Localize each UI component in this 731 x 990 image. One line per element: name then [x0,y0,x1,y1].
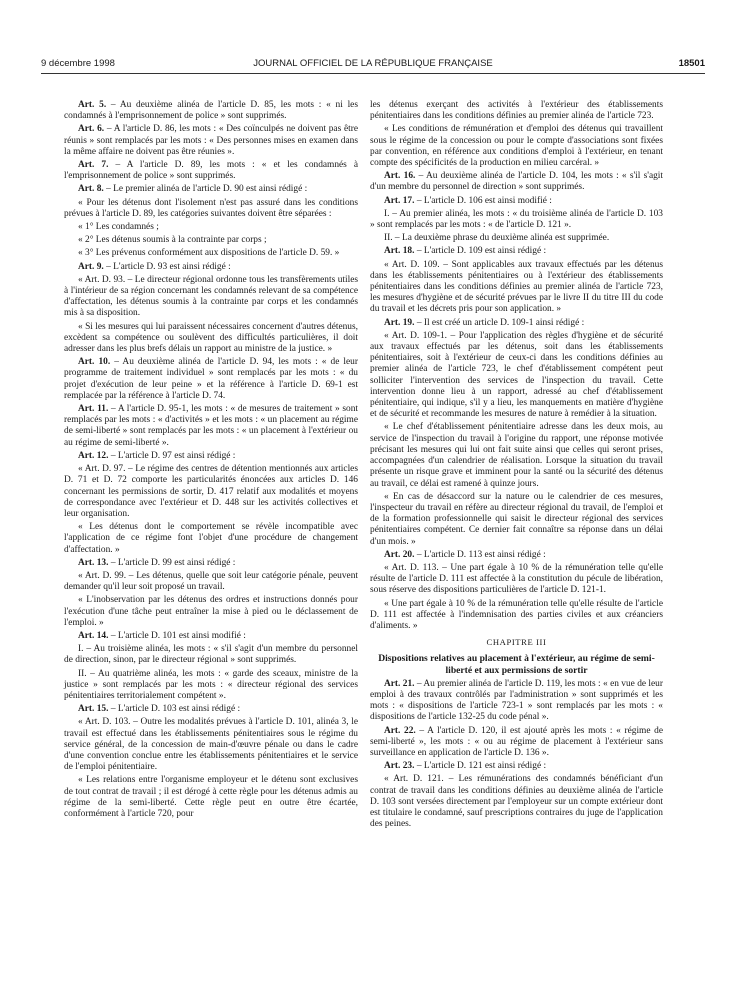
article-paragraph [370,318,663,329]
paragraph [370,124,663,169]
paragraph [64,717,358,773]
article-paragraph [64,558,358,569]
paragraph [370,100,663,122]
article-paragraph [64,631,358,642]
paragraph-text: – L'article D. 99 est ainsi rédigé : [108,557,236,568]
article-paragraph [370,761,663,772]
article-paragraph [370,246,663,257]
paragraph [370,260,663,316]
paragraph-text: « En cas de désaccord sur la nature ou le calendrier de ces mesures, l'inspecteur du travail en réfère au directeur régional du travail, de l'emploi et de la formation professionnelle qui saisit le directeur régional des services pénitentiaires compétent. Ce dernier fait connaître sa réponse dans un délai d'un mois. » [370,491,663,547]
paragraph [64,669,358,703]
paragraph-text: – L'article D. 113 est ainsi rédigé : [414,549,546,560]
paragraph-text: – Au deuxième alinéa de l'article D. 94, les mots : « de leur programme de traitement individuel » sont remplacés par les mots : « du projet d'exécution de leur peine » et la référence à l'article D. 69-1 est remplacée par la référence à l'article D. 74. [64,357,358,401]
left-column [64,100,358,822]
paragraph-text: – L'article D. 93 est ainsi rédigé : [103,261,231,272]
article-paragraph [370,679,663,724]
article-number: Art. 7. [78,160,109,171]
article-number: Art. 23. [384,761,415,772]
article-paragraph [64,357,358,402]
article-number: Art. 15. [78,704,109,715]
paragraph-text: – L'article D. 97 est ainsi rédigé : [108,450,236,461]
article-number: Art. 21. [384,678,415,689]
paragraph-text: « Les conditions de rémunération et d'emploi des détenus qui travaillent sous le régime de la concession ou pour le compte d'associations sont fixées par convention, en référence aux conditions d'emploi à l'extérieur, en tenant compte des spécificités de la production en milieu carcéral. » [370,124,663,169]
paragraph-text: « Art. D. 109. – Sont applicables aux travaux effectués par les détenus dans les établissements pénitentiaires ou à l'extérieur des établissements pénitentiaires dans les conditions définies au premier alinéa de l'article 723, les mesures d'hygiène et de sécurité prévues par le livre II du titre III du code du travail et les décrets pris pour son application. » [370,259,663,315]
header-rule [41,73,705,74]
article-number: Art. 12. [78,450,109,461]
paragraph [64,571,358,593]
paragraph-text: – Au premier alinéa de l'article D. 119, les mots : « en vue de leur emploi à des travaux contrôlés par l'administration » sont supprimés et les mots : « dispositions de l'article 723-1 » sont remplacés par les mots : « dispositions de l'article 132-25 du code pénal ». [370,678,663,723]
article-number: Art. 20. [384,549,415,560]
article-number: Art. 22. [384,725,416,736]
paragraph [64,595,358,629]
paragraph [64,322,358,356]
article-number: Art. 13. [78,557,109,568]
article-paragraph [64,160,358,182]
article-number: Art. 18. [384,246,415,257]
article-number: Art. 5. [78,100,107,110]
article-paragraph [370,726,663,760]
paragraph [370,563,663,597]
paragraph-text: « Art. D. 109-1. – Pour l'application des règles d'hygiène et de sécurité aux travaux effectués par les détenus, soit dans les établissements pénitentiaires, soit à l'extérieur de ceux-ci dans les conditions définies au premier alinéa de l'article 723, le chef d'établissement compétent peut solliciter l'intervention des services de l'inspection du travail. Cette intervention donne lieu à un rapport, adressé au chef d'établissement pénitentiaire, qui indique, s'il y a lieu, les manquements en matière d'hygiène et de sécurité et recommande les mesures de nature à remédier à la situation. [370,330,663,420]
paragraph-text: « 2° Les détenus soumis à la contrainte par corps ; [78,235,267,246]
paragraph [64,464,358,520]
paragraph-text: « Art. D. 99. – Les détenus, quelle que soit leur catégorie pénale, peuvent demander qu'il leur soit proposé un travail. [64,570,358,593]
paragraph [370,233,663,244]
paragraph-text: – L'article D. 101 est ainsi modifié : [108,630,246,641]
paragraph [64,644,358,666]
paragraph [370,422,663,489]
paragraph [64,222,358,233]
paragraph [64,522,358,556]
paragraph [64,775,358,820]
paragraph-text: « 3° Les prévenus conformément aux dispositions de l'article D. 59. » [78,248,340,259]
section-heading: Dispositions relatives au placement à l'extérieur, au régime de semi-liberté et aux permissions de sortir [378,653,655,676]
paragraph-text: « Art. D. 121. – Les rémunérations des condamnés bénéficiant d'un contrat de travail dans les conditions définies au deuxième alinéa de l'article D. 103 sont versées directement par l'employeur sur un compte extérieur dont est titulaire le condamné, sauf prescriptions contraires du juge de l'application des peines. [370,774,663,830]
article-paragraph [64,184,358,195]
paragraph-text: – A l'article D. 89, les mots : « et les condamnés à l'emprisonnement de police » sont supprimés. [64,160,359,182]
paragraph-text: « Le chef d'établissement pénitentiaire adresse dans les deux mois, au service de l'inspection du travail à l'origine du rapport, une réponse motivée précisant les mesures qui lui ont fait suite ainsi que celles qui seront prises, accompagnées d'un calendrier de réalisation. Lorsque la situation du travail présente un risque grave et imminent pour la santé ou la sécurité des détenus au travail, ce délai est ramené à quinze jours. [370,422,663,489]
paragraph-text: – Il est créé un article D. 109-1 ainsi rédigé : [414,317,585,328]
paragraph [64,248,358,259]
article-paragraph [370,196,663,207]
paragraph-text: « Si les mesures qui lui paraissent nécessaires concernent d'autres détenus, excèdent sa compétence ou soulèvent des difficultés particulières, il doit adresser dans les plus brefs délais un rapport au ministre de la justice. » [64,321,358,355]
paragraph-text: « Art. D. 103. – Outre les modalités prévues à l'article D. 101, alinéa 3, le travail est effectué dans les établissements pénitentiaires sous le régime du service général, de la concession de main-d'œuvre pénale ou dans le cadre d'une convention conclue entre les établissements pénitentiaires et le service de l'emploi pénitentiaire. [64,717,358,773]
issue-date: 9 décembre 1998 [41,58,115,69]
paragraph-text: « L'inobservation par les détenus des ordres et instructions donnés pour l'exécution d'une tâche peut entraîner la mise à pied ou le déclassement de l'emploi. » [64,595,358,628]
page-header [41,58,705,72]
article-paragraph [64,404,358,449]
paragraph-text: – A l'article D. 120, il est ajouté après les mots : « régime de semi-liberté », les mots : « ou au régime de placement à l'extérieur sans surveillance en application de l'article D. 136 ». [370,725,663,758]
chapter-heading: CHAPITRE III [486,637,547,648]
paragraph-text: « Art. D. 93. – Le directeur régional ordonne tous les transfèrements utiles à l'intérieur de sa région concernant les condamnés relevant de sa compétence d'affectation, les détenus soumis à la contrainte par corps et les condamnés mis à sa disposition. [64,274,358,319]
paragraph-text: « Pour les détenus dont l'isolement n'est pas assuré dans les conditions prévues à l'article D. 89, les catégories suivantes doivent être séparées : [64,197,358,219]
article-paragraph [370,550,663,561]
paragraph-text: II. – La deuxième phrase du deuxième alinéa est supprimée. [384,233,610,244]
article-paragraph [64,451,358,462]
paragraph-text: I. – Au troisième alinéa, les mots : « s'il s'agit d'un membre du personnel de direction, sinon, par le directeur régional » sont supprimés. [64,644,358,666]
paragraph [64,275,358,320]
paragraph-text: – L'article D. 103 est ainsi rédigé : [108,704,241,715]
paragraph-text: – Le premier alinéa de l'article D. 90 est ainsi rédigé : [103,184,308,195]
article-paragraph [370,171,663,193]
paragraph-text: I. – Au premier alinéa, les mots : « du troisième alinéa de l'article D. 103 » sont remplacés par les mots : « de l'article D. 121 ». [370,208,663,231]
paragraph-text: – L'article D. 121 est ainsi rédigé : [414,761,547,772]
article-number: Art. 11. [78,404,109,415]
paragraph [370,599,663,633]
article-paragraph [64,704,358,715]
article-number: Art. 17. [384,195,415,206]
right-column [370,100,663,832]
paragraph [64,198,358,220]
article-number: Art. 9. [78,261,104,272]
paragraph-text: « Une part égale à 10 % de la rémunération telle qu'elle résulte de l'article D. 111 est affectée à l'indemnisation des parties civiles et aux créanciers d'aliments. » [370,598,663,631]
paragraph-text: – Au deuxième alinéa de l'article D. 85, les mots : « ni les condamnés à l'emprisonnement de police » sont supprimés. [64,100,358,122]
paragraph-text: « Les relations entre l'organisme employeur et le détenu sont exclusives de tout contrat de travail ; il est dérogé à cette règle pour les détenus admis au régime de la semi-liberté. Cette règle peut en outre être écartée, conformément à l'article 720, pour [64,775,358,819]
paragraph-text: – L'article D. 106 est ainsi modifié : [414,195,552,206]
paragraph-text: – L'article D. 109 est ainsi rédigé : [414,246,547,257]
journal-title: JOURNAL OFFICIEL DE LA RÉPUBLIQUE FRANÇAISE [253,58,493,69]
article-number: Art. 6. [78,124,105,135]
paragraph [370,492,663,548]
article-number: Art. 14. [78,630,109,641]
paragraph [370,209,663,231]
article-number: Art. 16. [384,171,416,182]
article-paragraph [64,100,358,122]
paragraph [370,331,663,421]
paragraph-text: « Art. D. 113. – Une part égale à 10 % de la rémunération telle qu'elle résulte de l'article D. 111 est affectée à la constitution du pécule de libération, sous réserve des dispositions particulières de l'article D. 121-1. [370,562,663,596]
article-number: Art. 19. [384,317,415,328]
paragraph-text: – A l'article D. 95-1, les mots : « de mesures de traitement » sont remplacés par les mots : « d'activités » et les mots : « un placement au régime de semi-liberté » sont remplacés par les mots : « un placement à l'extérieur ou au régime de semi-liberté ». [64,404,359,448]
paragraph-text: les détenus exerçant des activités à l'extérieur des établissements pénitentiaires dans les conditions définies au premier alinéa de l'article 723. [370,100,663,122]
paragraph-text: II. – Au quatrième alinéa, les mots : « garde des sceaux, ministre de la justice » sont remplacés par les mots : « directeur régional des services pénitentiaires territorialement compétent ». [64,668,358,701]
page-number: 18501 [678,58,705,69]
paragraph [64,235,358,246]
paragraph [370,774,663,830]
article-paragraph [64,262,358,273]
paragraph-text: – A l'article D. 86, les mots : « Des coïnculpés ne doivent pas être réunis » sont remplacés par les mots : « Des personnes mises en examen dans la même affaire ne doivent pas être réunies ». [64,124,359,157]
article-number: Art. 10. [78,357,111,368]
paragraph-text: – Au deuxième alinéa de l'article D. 104, les mots : « s'il s'agit d'un membre du personnel de direction » sont supprimés. [370,171,663,193]
paragraph-text: « Les détenus dont le comportement se révèle incompatible avec l'application de ce régime font l'objet d'une procédure de changement d'affectation. » [64,522,358,555]
paragraph-text: « Art. D. 97. – Le régime des centres de détention mentionnés aux articles D. 71 et D. 72 comporte les particularités énoncées aux articles D. 146 concernant les permissions de sortir, D. 417 relatif aux modalités et moyens de correspondance avec l'extérieur et D. 448 sur les activités collectives et leur organisation. [64,464,358,519]
article-paragraph [64,124,358,158]
paragraph-text: « 1° Les condamnés ; [78,222,159,233]
article-number: Art. 8. [78,184,104,195]
